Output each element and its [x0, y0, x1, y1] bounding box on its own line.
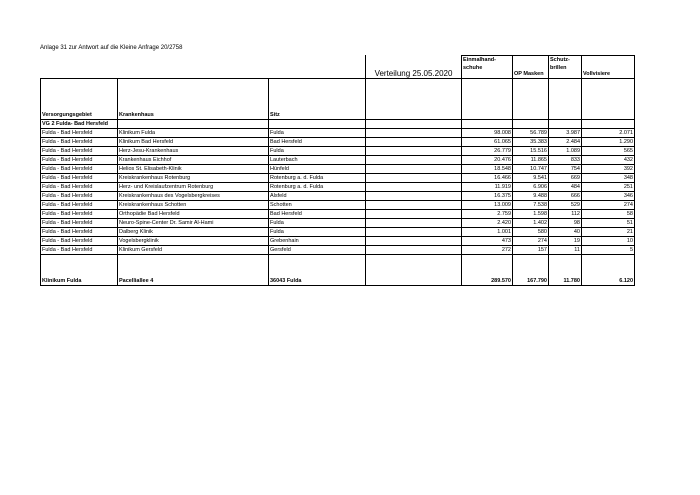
cell-gebiet: Klinikum Fulda: [41, 255, 118, 286]
cell-krankenhaus: Krankenhaus Eichhof: [118, 156, 269, 165]
cell-sitz: Hünfeld: [269, 165, 366, 174]
cell-value: 2.484: [549, 138, 582, 147]
cell-krankenhaus: Helios St. Elisabeth-Klinik: [118, 165, 269, 174]
cell-value: 19: [549, 237, 582, 246]
date-title: Verteilung 25.05.2020: [366, 56, 462, 79]
cell-krankenhaus: Klinikum Gersfeld: [118, 246, 269, 255]
cell-value: 51: [582, 219, 635, 228]
cell-sitz: Grebenhain: [269, 237, 366, 246]
table-row: [41, 228, 635, 237]
cell-value: 473: [462, 237, 513, 246]
cell-value: 26.779: [462, 147, 513, 156]
cell-krankenhaus: Orthopädie Bad Hersfeld: [118, 210, 269, 219]
product-header: Schutz-brillen: [549, 56, 582, 79]
cell-sitz: Fulda: [269, 228, 366, 237]
cell-value: 18.548: [462, 165, 513, 174]
group-row: [41, 120, 635, 129]
cell-krankenhaus: Dalberg Klinik: [118, 228, 269, 237]
cell-gebiet: Fulda - Bad Hersfeld: [41, 165, 118, 174]
cell-value: 272: [462, 246, 513, 255]
cell-value: 432: [582, 156, 635, 165]
cell-value: 529: [549, 201, 582, 210]
table-row: [41, 237, 635, 246]
distribution-table: [40, 55, 635, 286]
cell-value: 2.759: [462, 210, 513, 219]
cell-gebiet: Fulda - Bad Hersfeld: [41, 129, 118, 138]
column-header-gebiet: Versorgungsgebiet: [41, 79, 118, 120]
cell-value: 13.009: [462, 201, 513, 210]
table-row: [41, 138, 635, 147]
cell-krankenhaus: Herz- und Kreislaufzentrum Rotenburg: [118, 183, 269, 192]
cell-value: 6.120: [582, 255, 635, 286]
cell-value: 3.987: [549, 129, 582, 138]
product-header: Einmalhand-schuhe: [462, 56, 513, 79]
cell-sitz: Schotten: [269, 201, 366, 210]
cell-value: 9.541: [513, 174, 549, 183]
table-row: [41, 147, 635, 156]
cell-value: 1.598: [513, 210, 549, 219]
cell-gebiet: Fulda - Bad Hersfeld: [41, 228, 118, 237]
cell-value: 1.402: [513, 219, 549, 228]
product-header: OP Masken: [513, 56, 549, 79]
group-label: VG 2 Fulda- Bad Hersfeld: [41, 120, 118, 129]
cell-value: 20.476: [462, 156, 513, 165]
document-note: Anlage 31 zur Antwort auf die Kleine Anfrage 20/2758: [40, 45, 183, 51]
cell-krankenhaus: Klinikum Bad Hersfeld: [118, 138, 269, 147]
cell-gebiet: Fulda - Bad Hersfeld: [41, 237, 118, 246]
total-row: [41, 255, 635, 286]
cell-value: 11.865: [513, 156, 549, 165]
table-row: [41, 219, 635, 228]
cell-krankenhaus: Vogelsbergklinik: [118, 237, 269, 246]
header-row: [41, 56, 635, 79]
cell-value: 6.906: [513, 183, 549, 192]
cell-value: 666: [549, 192, 582, 201]
cell-sitz: Fulda: [269, 219, 366, 228]
cell-value: 58: [582, 210, 635, 219]
table-row: [41, 210, 635, 219]
cell-value: 56.789: [513, 129, 549, 138]
cell-value: 669: [549, 174, 582, 183]
cell-krankenhaus: Neuro-Spine-Center Dr. Samir Al-Hami: [118, 219, 269, 228]
table-row: [41, 192, 635, 201]
cell-value: 16.466: [462, 174, 513, 183]
cell-value: 16.375: [462, 192, 513, 201]
cell-value: 251: [582, 183, 635, 192]
cell-krankenhaus: Kreiskrankenhaus des Vogelsbergkreises: [118, 192, 269, 201]
cell-value: 348: [582, 174, 635, 183]
cell-value: 1.001: [462, 228, 513, 237]
cell-value: 10: [582, 237, 635, 246]
cell-sitz: Bad Hersfeld: [269, 138, 366, 147]
cell-sitz: Rotenburg a. d. Fulda: [269, 183, 366, 192]
cell-krankenhaus: Pacelliallee 4: [118, 255, 269, 286]
cell-sitz: Alsfeld: [269, 192, 366, 201]
cell-value: 9.488: [513, 192, 549, 201]
cell-gebiet: Fulda - Bad Hersfeld: [41, 210, 118, 219]
product-header: Vollvisiere: [582, 56, 635, 79]
cell-sitz: Fulda: [269, 129, 366, 138]
cell-value: 61.065: [462, 138, 513, 147]
cell-value: 289.570: [462, 255, 513, 286]
cell-value: 274: [513, 237, 549, 246]
column-header-sitz: Sitz: [269, 79, 366, 120]
cell-value: 98.008: [462, 129, 513, 138]
cell-gebiet: Fulda - Bad Hersfeld: [41, 201, 118, 210]
cell-value: 11: [549, 246, 582, 255]
table-row: [41, 183, 635, 192]
cell-value: 565: [582, 147, 635, 156]
column-header-row: [41, 79, 635, 120]
column-header-haus: Krankenhaus: [118, 79, 269, 120]
cell-krankenhaus: Kreiskrankenhaus Rotenburg: [118, 174, 269, 183]
cell-sitz: Gersfeld: [269, 246, 366, 255]
cell-value: 11.919: [462, 183, 513, 192]
cell-gebiet: Fulda - Bad Hersfeld: [41, 174, 118, 183]
cell-value: 754: [549, 165, 582, 174]
cell-gebiet: Fulda - Bad Hersfeld: [41, 147, 118, 156]
cell-sitz: 36043 Fulda: [269, 255, 366, 286]
cell-sitz: Bad Hersfeld: [269, 210, 366, 219]
table-row: [41, 201, 635, 210]
cell-value: 5: [582, 246, 635, 255]
cell-value: 1.290: [582, 138, 635, 147]
cell-krankenhaus: Klinikum Fulda: [118, 129, 269, 138]
cell-gebiet: Fulda - Bad Hersfeld: [41, 219, 118, 228]
cell-sitz: Rotenburg a. d. Fulda: [269, 174, 366, 183]
cell-value: 833: [549, 156, 582, 165]
table-row: [41, 156, 635, 165]
cell-value: 346: [582, 192, 635, 201]
table-row: [41, 174, 635, 183]
cell-value: 98: [549, 219, 582, 228]
cell-value: 10.747: [513, 165, 549, 174]
cell-gebiet: Fulda - Bad Hersfeld: [41, 183, 118, 192]
cell-value: 580: [513, 228, 549, 237]
cell-value: 7.538: [513, 201, 549, 210]
cell-krankenhaus: Herz-Jesu-Krankenhaus: [118, 147, 269, 156]
cell-value: 40: [549, 228, 582, 237]
table-row: [41, 129, 635, 138]
cell-value: 112: [549, 210, 582, 219]
cell-value: 274: [582, 201, 635, 210]
cell-value: 167.790: [513, 255, 549, 286]
cell-sitz: Fulda: [269, 147, 366, 156]
cell-value: 1.089: [549, 147, 582, 156]
cell-value: 35.383: [513, 138, 549, 147]
cell-gebiet: Fulda - Bad Hersfeld: [41, 138, 118, 147]
table-row: [41, 246, 635, 255]
cell-value: 21: [582, 228, 635, 237]
cell-krankenhaus: Kreiskrankenhaus Schotten: [118, 201, 269, 210]
cell-value: 2.071: [582, 129, 635, 138]
table-row: [41, 165, 635, 174]
cell-value: 15.516: [513, 147, 549, 156]
cell-gebiet: Fulda - Bad Hersfeld: [41, 246, 118, 255]
cell-value: 2.420: [462, 219, 513, 228]
cell-sitz: Lauterbach: [269, 156, 366, 165]
cell-value: 11.780: [549, 255, 582, 286]
cell-value: 392: [582, 165, 635, 174]
cell-gebiet: Fulda - Bad Hersfeld: [41, 192, 118, 201]
cell-value: 157: [513, 246, 549, 255]
cell-gebiet: Fulda - Bad Hersfeld: [41, 156, 118, 165]
cell-value: 484: [549, 183, 582, 192]
